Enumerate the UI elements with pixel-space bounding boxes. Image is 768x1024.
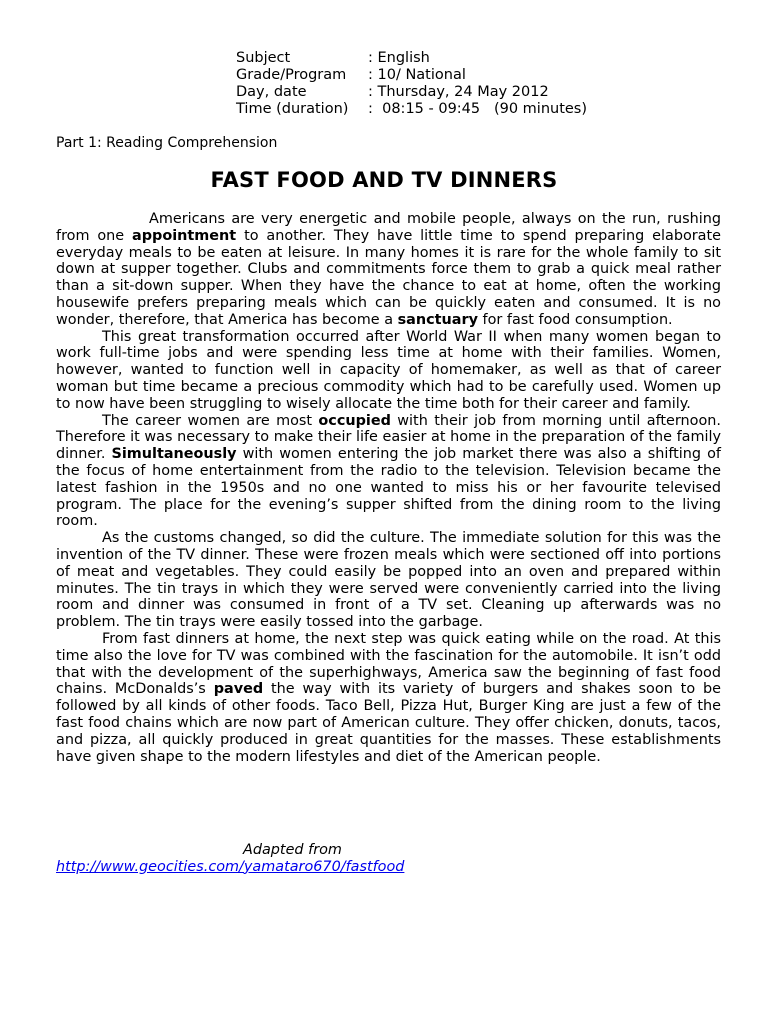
- header-row-date: [236, 84, 587, 101]
- header-value: : 08:15 - 09:45 (90 minutes): [368, 101, 588, 117]
- header-label: Subject: [236, 50, 291, 66]
- adapted-from-label: Adapted from: [243, 842, 342, 858]
- vocab-word: Simultaneously: [111, 446, 237, 463]
- paragraph-4: As the customs changed, so did the culture. The immediate solution for this was the invention of the TV dinner. These were frozen meals which were sectioned off into portions of meat and vegetables. They could easily be popped into an oven and prepared within minutes. The tin trays in which they were served were conveniently carried into the living room and dinner was consumed in front of a TV set. Cleaning up afterwards was no problem. The tin trays were easily tossed into the garbage.: [56, 530, 721, 631]
- paragraph-text: with their job from morning until afternoon. Therefore it was necessary to make their life easier at home in the preparation of the family dinner.: [56, 412, 721, 463]
- header-row-grade: [236, 67, 587, 84]
- exam-header: [236, 50, 587, 118]
- paragraph-3: [56, 413, 721, 531]
- header-value: : 10/ National: [368, 67, 466, 83]
- header-value: : Thursday, 24 May 2012: [368, 84, 549, 100]
- paragraph-5: [56, 631, 721, 765]
- paragraph-text: with women entering the job market there was also a shifting of the focus of home entertainment from the radio to the television. Television became the latest fashion in the 1950s and no one wanted to miss his or her favourite televised program. The place for the evening’s supper shifted from the dining room to the living room.: [56, 446, 721, 530]
- paragraph-text: the way with its variety of burgers and shakes soon to be followed by all kinds of other foods. Taco Bell, Pizza Hut, Burger King are just a few of the fast food chains which are now part of American culture. They offer chicken, donuts, tacos, and pizza, all quickly produced in great quantities for the masses. These establishments have given shape to the modern lifestyles and diet of the American people.: [56, 681, 721, 765]
- part-title: Part 1: Reading Comprehension: [56, 135, 278, 151]
- vocab-word: paved: [213, 681, 264, 698]
- vocab-word: appointment: [132, 227, 237, 244]
- paragraph-text: to another. They have little time to spend preparing elaborate everyday meals to be eaten at leisure. In many homes it is rare for the whole family to sit down at supper together. Clubs and commitments force them to grab a quick meal rather than a sit-down supper. When they have the chance to eat at home, often the working housewife prefers preparing meals which can be quickly eaten and consumed. It is no wonder, therefore, that America has become a: [56, 227, 721, 328]
- source-citation: [56, 842, 721, 876]
- paragraph-text: The career women are most: [102, 412, 319, 429]
- header-label: Grade/Program: [236, 67, 347, 83]
- header-label: Day, date: [236, 84, 307, 100]
- article-title: FAST FOOD AND TV DINNERS: [210, 168, 558, 192]
- paragraph-text: From fast dinners at home, the next step was quick eating while on the road. At this time also the love for TV was combined with the fascination for the automobile. It isn’t odd that with the development of the superhighways, America saw the beginning of fast food chains. McDonalds’s: [56, 630, 721, 698]
- paragraph-text: for fast food consumption.: [477, 311, 673, 328]
- source-link[interactable]: http://www.geocities.com/yamataro670/fastfood: [56, 858, 405, 875]
- header-label: Time (duration): [236, 101, 349, 117]
- vocab-word: sanctuary: [397, 311, 478, 328]
- header-row-time: [236, 101, 587, 118]
- paragraph-2: This great transformation occurred after World War II when many women began to work full-time jobs and were spending less time at home with their families. Women, however, wanted to function well in capacity of homemaker, as well as that of career woman but time became a precious commodity which had to be carefully used. Women up to now have been struggling to wisely allocate the time both for their career and family.: [56, 328, 721, 412]
- header-value: : English: [368, 50, 430, 66]
- paragraph-1: [56, 211, 721, 329]
- article-body: [56, 211, 721, 765]
- paragraph-text: Americans are very energetic and mobile people, always on the run, rushing from one: [56, 211, 721, 244]
- vocab-word: occupied: [318, 412, 391, 429]
- header-row-subject: [236, 50, 587, 67]
